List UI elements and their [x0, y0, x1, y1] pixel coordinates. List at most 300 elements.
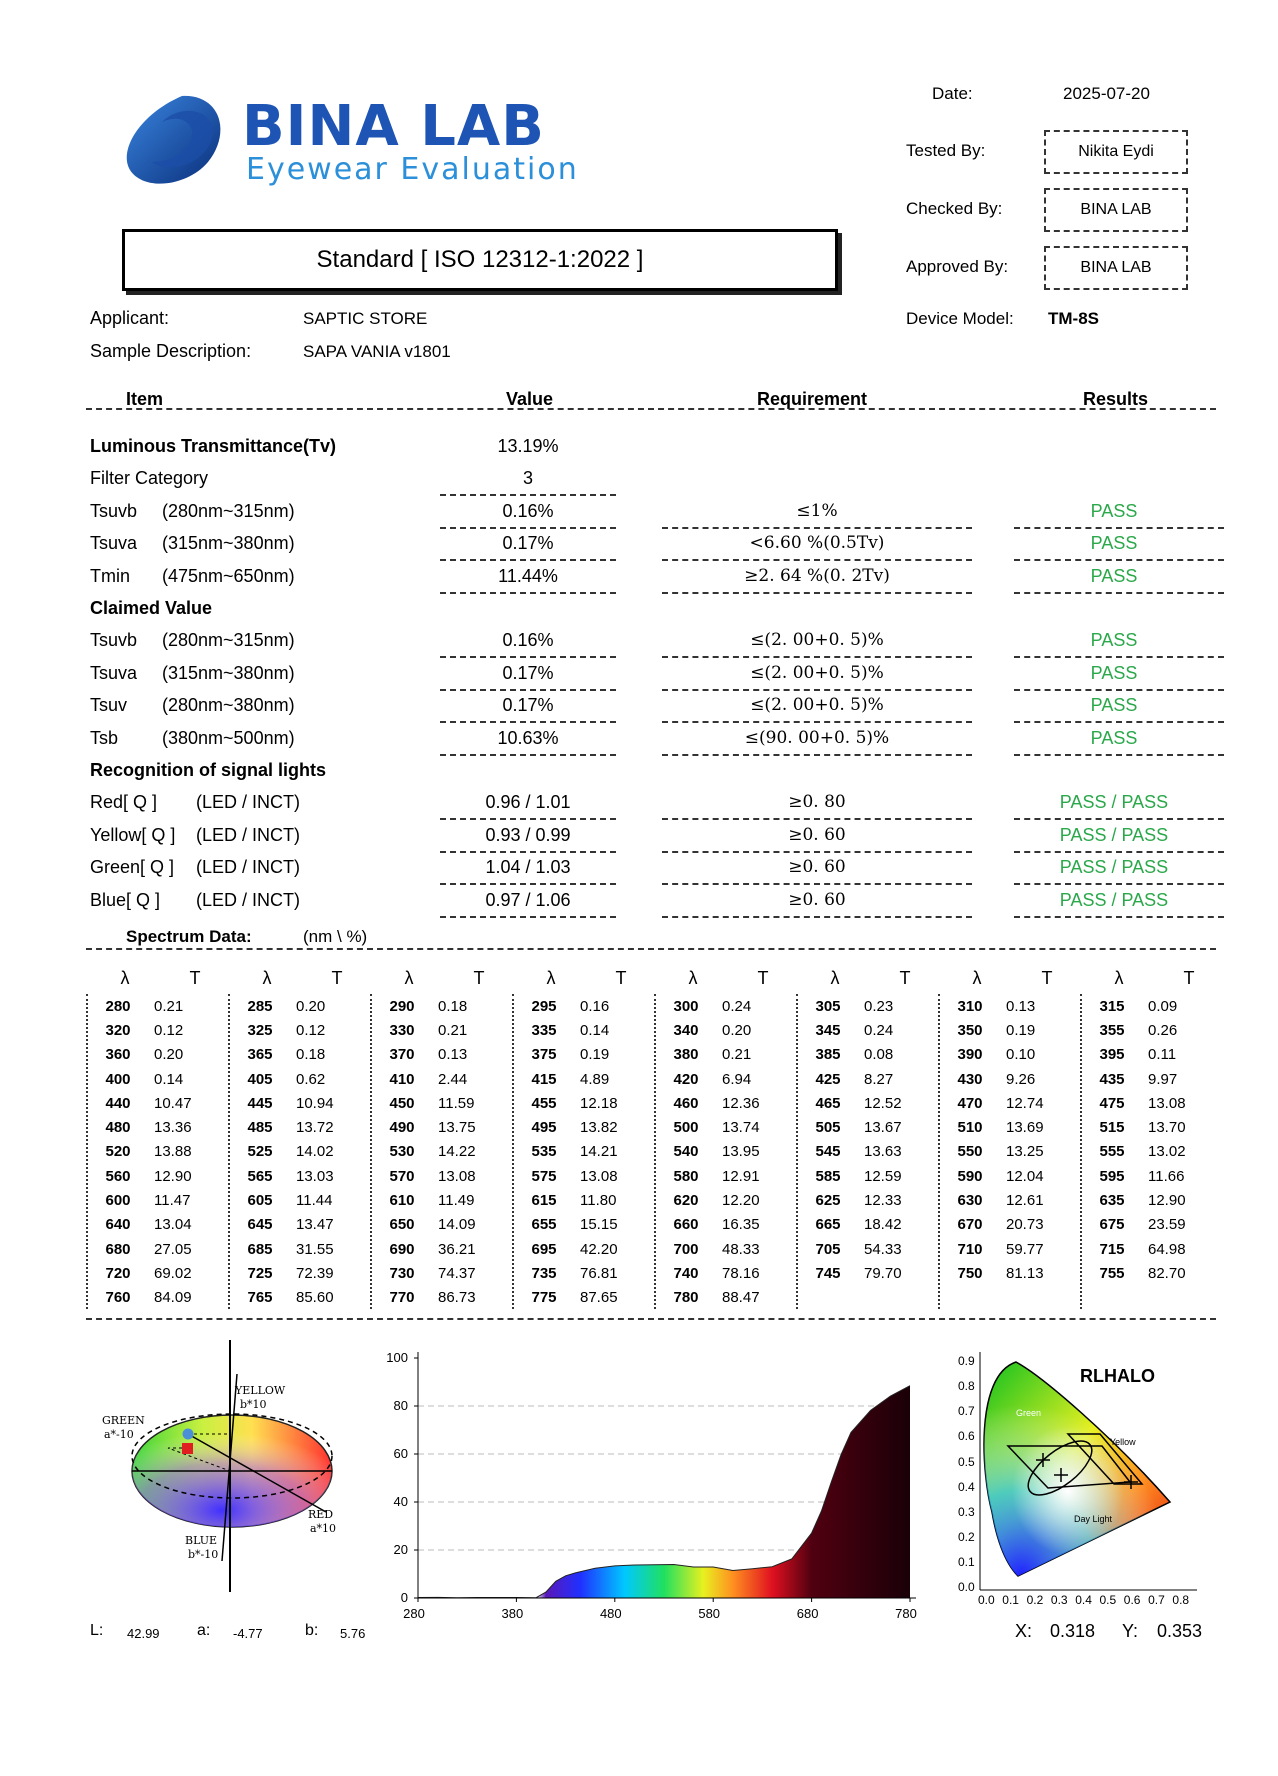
wavelength: 675 [1099, 1216, 1125, 1234]
lambda-header: λ [688, 968, 698, 988]
spectrum-row [800, 1091, 940, 1115]
brand-tagline: Eyewear Evaluation [246, 152, 579, 187]
spectrum-row [374, 1140, 514, 1164]
t-header: T [757, 968, 769, 988]
row-item: Filter Category [90, 468, 209, 489]
transmittance: 0.62 [296, 1070, 326, 1088]
transmittance: 54.33 [864, 1240, 902, 1258]
cie-chromaticity-diagram [952, 1336, 1202, 1596]
date-label: Date: [932, 84, 973, 103]
row-range: (LED / INCT) [196, 889, 301, 910]
spectrum-row [516, 1164, 656, 1188]
row-requirement: ≥0. 60 [788, 857, 846, 878]
spectrum-row [90, 1261, 230, 1285]
spectrum-row [232, 1261, 372, 1285]
transmittance: 0.14 [580, 1021, 610, 1039]
wavelength: 745 [815, 1264, 841, 1282]
row-item: Red[ Q ] [90, 792, 158, 813]
applicant-label: Applicant: [90, 308, 170, 328]
spectrum-row [90, 1067, 230, 1091]
requirement-divider [662, 754, 972, 756]
transmittance: 0.23 [864, 997, 894, 1015]
wavelength: 600 [105, 1192, 131, 1210]
cie-y-tick-label: 0.8 [958, 1379, 975, 1394]
spectrum-row [1084, 1188, 1224, 1212]
cie-x-tick-label: 0.4 [1075, 1593, 1092, 1607]
wavelength: 395 [1099, 1046, 1125, 1064]
wavelength: 575 [531, 1167, 557, 1185]
wavelength: 560 [105, 1167, 131, 1185]
value-divider [440, 689, 616, 691]
spectrum-row [800, 1261, 940, 1285]
result-divider [1014, 721, 1224, 723]
spectrum-row [90, 1188, 230, 1212]
spectrum-row [90, 1213, 230, 1237]
wavelength: 300 [673, 997, 699, 1015]
row-item: Claimed Value [90, 598, 213, 618]
spectrum-row [232, 1188, 372, 1212]
wavelength: 670 [957, 1216, 983, 1234]
spectrum-row [90, 1115, 230, 1139]
spectrum-row [516, 1091, 656, 1115]
applicant-value: SAPTIC STORE [303, 309, 428, 328]
row-requirement: ≤(2. 00+0. 5)% [750, 695, 884, 716]
spectrum-row [658, 1164, 798, 1188]
transmittance: 27.05 [154, 1240, 192, 1258]
transmittance: 6.94 [722, 1070, 752, 1088]
transmittance: 0.12 [296, 1021, 326, 1039]
transmittance: 0.12 [154, 1021, 184, 1039]
transmittance: 2.44 [438, 1070, 468, 1088]
transmittance: 0.21 [154, 997, 184, 1015]
row-range: (315nm~380nm) [162, 533, 295, 554]
column-separator [796, 994, 798, 1309]
value-divider [440, 754, 616, 756]
wavelength: 525 [247, 1143, 273, 1161]
value-divider [440, 559, 616, 561]
cie-y-tick-label: 0.5 [958, 1454, 975, 1469]
wavelength: 520 [105, 1143, 131, 1161]
lambda-header: λ [546, 968, 556, 988]
transmittance: 14.09 [438, 1216, 476, 1234]
transmittance: 31.55 [296, 1240, 334, 1258]
row-result: PASS [1090, 662, 1138, 683]
row-result: PASS [1090, 695, 1138, 716]
cie-title: RLHALO [1080, 1366, 1155, 1386]
transmittance: 0.13 [438, 1046, 468, 1064]
transmittance: 0.11 [1148, 1046, 1177, 1064]
standard-box [122, 229, 838, 291]
spectrum-row [800, 1115, 940, 1139]
spectrum-row [658, 1140, 798, 1164]
spectrum-row [800, 1213, 940, 1237]
wavelength: 340 [673, 1021, 699, 1039]
cie-y-tick-label: 0.6 [958, 1429, 975, 1444]
transmittance: 0.24 [722, 997, 752, 1015]
wavelength: 705 [815, 1240, 841, 1258]
wavelength: 610 [389, 1192, 415, 1210]
transmittance: 13.08 [580, 1167, 618, 1185]
transmittance: 13.75 [438, 1119, 476, 1137]
spectrum-column [942, 968, 1082, 1286]
wavelength: 415 [531, 1070, 557, 1088]
spectrum-row [800, 1018, 940, 1042]
row-range: (475nm~650nm) [162, 565, 295, 586]
spectrum-row [658, 1018, 798, 1042]
transmittance: 12.91 [722, 1167, 760, 1185]
spectrum-row [658, 1188, 798, 1212]
wavelength: 365 [247, 1046, 273, 1064]
requirement-divider [662, 527, 972, 529]
transmittance: 0.16 [580, 997, 610, 1015]
transmittance: 9.26 [1006, 1070, 1036, 1088]
transmittance: 0.09 [1148, 997, 1178, 1015]
column-separator [512, 994, 514, 1309]
wavelength: 430 [957, 1070, 983, 1088]
spectrum-row [232, 994, 372, 1018]
wavelength: 605 [247, 1192, 273, 1210]
row-requirement: ≥0. 60 [788, 824, 846, 845]
spectrum-row [942, 994, 1082, 1018]
transmittance: 69.02 [154, 1264, 192, 1282]
transmittance: 42.20 [580, 1240, 618, 1258]
x-tick-label: 480 [599, 1606, 622, 1621]
row-item: Tsb [90, 727, 119, 748]
lab-L-label: L: [90, 1622, 104, 1639]
result-divider [1014, 527, 1224, 529]
transmittance: 0.19 [580, 1046, 610, 1064]
transmittance: 85.60 [296, 1289, 334, 1307]
spectrum-row [232, 1091, 372, 1115]
brand-name: BINA LAB [242, 94, 545, 159]
row-item: Green[ Q ] [90, 857, 175, 878]
transmittance: 11.44 [296, 1192, 333, 1210]
transmittance: 11.47 [154, 1192, 191, 1210]
device-value: TM-8S [1048, 309, 1099, 328]
spectrum-row [800, 1140, 940, 1164]
wavelength: 305 [815, 997, 841, 1015]
value-divider [440, 916, 616, 918]
spectrum-row [90, 1237, 230, 1261]
value-divider [440, 527, 616, 529]
result-divider [1014, 818, 1224, 820]
spectrum-row [232, 1237, 372, 1261]
row-item: Luminous Transmittance(Tv) [90, 436, 337, 456]
x-tick-label: 580 [698, 1606, 721, 1621]
row-item: Yellow[ Q ] [90, 824, 176, 845]
t-header: T [1183, 968, 1195, 988]
spectrum-row [516, 1261, 656, 1285]
wavelength: 485 [247, 1119, 273, 1137]
row-value: 0.97 / 1.06 [485, 889, 571, 910]
transmittance: 0.18 [296, 1046, 326, 1064]
lab-a-label: a: [197, 1622, 211, 1639]
spectrum-chart [376, 1346, 936, 1626]
row-value: 0.17% [502, 533, 554, 554]
row-value: 0.16% [502, 500, 554, 521]
wavelength: 320 [105, 1021, 131, 1039]
spectrum-row [232, 1213, 372, 1237]
wavelength: 515 [1099, 1119, 1125, 1137]
cie-y-value: 0.353 [1157, 1621, 1203, 1641]
wavelength: 285 [247, 997, 273, 1015]
wavelength: 570 [389, 1167, 415, 1185]
y-tick-label: 60 [393, 1446, 408, 1461]
wavelength: 310 [957, 997, 983, 1015]
requirement-divider [662, 689, 972, 691]
column-separator [938, 994, 940, 1309]
wavelength: 770 [389, 1289, 415, 1307]
wavelength: 375 [531, 1046, 557, 1064]
wavelength: 400 [105, 1070, 131, 1088]
row-result: PASS [1090, 630, 1138, 651]
transmittance: 0.13 [1006, 997, 1036, 1015]
transmittance: 0.21 [438, 1021, 468, 1039]
wavelength: 490 [389, 1119, 415, 1137]
wavelength: 330 [389, 1021, 415, 1039]
spectrum-row [658, 1261, 798, 1285]
t-header: T [473, 968, 485, 988]
wavelength: 325 [247, 1021, 273, 1039]
spectrum-row [658, 994, 798, 1018]
spectrum-row [1084, 1043, 1224, 1067]
transmittance: 79.70 [864, 1264, 902, 1282]
y-tick-label: 0 [400, 1590, 408, 1605]
wavelength: 410 [389, 1070, 415, 1088]
row-result: PASS [1090, 500, 1138, 521]
spectrum-row [800, 1043, 940, 1067]
transmittance: 84.09 [154, 1289, 192, 1307]
wavelength: 710 [957, 1240, 983, 1258]
spectrum-column [800, 968, 940, 1286]
wavelength: 360 [105, 1046, 131, 1064]
transmittance: 12.36 [722, 1094, 760, 1112]
transmittance: 11.80 [580, 1192, 617, 1210]
requirement-divider [662, 721, 972, 723]
transmittance: 13.03 [296, 1167, 334, 1185]
spectrum-row [516, 1188, 656, 1212]
cie-x-tick-label: 0.8 [1172, 1593, 1190, 1607]
spectrum-row [374, 1237, 514, 1261]
spectrum-column [516, 968, 656, 1310]
spectrum-title: Spectrum Data: [126, 927, 252, 946]
transmittance: 12.20 [722, 1192, 760, 1210]
wavelength: 645 [247, 1216, 273, 1234]
lab-red-label: RED [308, 1508, 334, 1521]
spectrum-row [942, 1237, 1082, 1261]
wavelength: 510 [957, 1119, 983, 1137]
wavelength: 580 [673, 1167, 699, 1185]
spectrum-row [1084, 1237, 1224, 1261]
wavelength: 690 [389, 1240, 415, 1258]
transmittance: 13.08 [438, 1167, 476, 1185]
row-item: Tsuv [90, 695, 128, 716]
cie-daylight-label: Day Light [1074, 1514, 1113, 1524]
result-divider [1014, 689, 1224, 691]
row-range: (280nm~315nm) [162, 500, 295, 521]
t-header: T [331, 968, 343, 988]
x-tick-label: 280 [403, 1606, 425, 1621]
row-requirement: ≤(2. 00+0. 5)% [750, 630, 884, 651]
transmittance: 10.47 [154, 1094, 192, 1112]
spectrum-row [658, 1091, 798, 1115]
checked-label: Checked By: [906, 199, 1003, 218]
wavelength: 450 [389, 1094, 415, 1112]
wavelength: 630 [957, 1192, 983, 1210]
spectrum-row [942, 1067, 1082, 1091]
lab-color-diagram [96, 1336, 356, 1594]
tested-field [1044, 130, 1188, 174]
row-value: 13.19% [497, 436, 559, 456]
spectrum-row [1084, 1140, 1224, 1164]
wavelength: 535 [531, 1143, 557, 1161]
lab-green-label: GREEN [102, 1414, 145, 1427]
wavelength: 740 [673, 1264, 699, 1282]
transmittance: 12.04 [1006, 1167, 1044, 1185]
spectrum-row [516, 1213, 656, 1237]
lab-b-label: b: [305, 1622, 319, 1639]
row-range: (LED / INCT) [196, 792, 301, 813]
header-divider [86, 408, 1216, 410]
wavelength: 370 [389, 1046, 415, 1064]
value-divider [440, 656, 616, 658]
spectrum-area [418, 1386, 910, 1598]
cie-x-value: 0.318 [1050, 1621, 1096, 1641]
wavelength: 445 [247, 1094, 273, 1112]
wavelength: 540 [673, 1143, 699, 1161]
row-requirement: ≥2. 64 %(0. 2Tv) [744, 565, 890, 586]
spectrum-row [232, 1043, 372, 1067]
device-label: Device Model: [906, 309, 1014, 328]
row-requirement: ≥0. 60 [788, 889, 846, 910]
wavelength: 635 [1099, 1192, 1125, 1210]
spectrum-row [942, 1213, 1082, 1237]
row-result: PASS / PASS [1059, 792, 1169, 813]
spectrum-row [232, 1140, 372, 1164]
lab-red-axis: a*10 [310, 1522, 337, 1535]
tested-value: Nikita Eydi [1078, 143, 1154, 160]
wavelength: 460 [673, 1094, 699, 1112]
lab-blue-label: BLUE [185, 1534, 218, 1547]
result-divider [1014, 883, 1224, 885]
wavelength: 715 [1099, 1240, 1125, 1258]
sample-value: SAPA VANIA v1801 [303, 342, 451, 361]
row-item: Recognition of signal lights [90, 760, 326, 780]
checked-field [1044, 188, 1188, 232]
spectrum-row [800, 1237, 940, 1261]
transmittance: 0.24 [864, 1021, 894, 1039]
row-range: (280nm~315nm) [162, 630, 295, 651]
spectrum-row [516, 1140, 656, 1164]
transmittance: 13.47 [296, 1216, 334, 1234]
spectrum-row [1084, 1018, 1224, 1042]
wavelength: 555 [1099, 1143, 1125, 1161]
spectrum-row [232, 1067, 372, 1091]
t-header: T [189, 968, 201, 988]
spectrum-row [942, 1140, 1082, 1164]
lab-yellow-label: YELLOW [235, 1384, 286, 1397]
standard-label: Standard [ ISO 12312-1:2022 ] [316, 246, 644, 273]
wavelength: 585 [815, 1167, 841, 1185]
cie-y-tick-label: 0.4 [958, 1479, 975, 1494]
transmittance: 13.72 [296, 1119, 334, 1137]
wavelength: 350 [957, 1021, 983, 1039]
cie-x-tick-label: 0.6 [1123, 1593, 1141, 1607]
spectrum-row [374, 1115, 514, 1139]
wavelength: 545 [815, 1143, 841, 1161]
approved-label: Approved By: [906, 257, 1009, 276]
wavelength: 455 [531, 1094, 557, 1112]
header-requirement: Requirement [757, 389, 868, 409]
spectrum-column [658, 968, 798, 1310]
requirement-divider [662, 656, 972, 658]
spectrum-row [942, 1091, 1082, 1115]
cie-y-tick-label: 0.0 [958, 1580, 975, 1594]
wavelength: 390 [957, 1046, 983, 1064]
header-value: Value [506, 389, 554, 409]
wavelength: 465 [815, 1094, 841, 1112]
spectrum-unit: (nm \ %) [303, 927, 368, 946]
row-requirement: <6.60 %(0.5Tv) [749, 533, 885, 554]
transmittance: 13.88 [154, 1143, 192, 1161]
requirement-divider [662, 851, 972, 853]
transmittance: 13.04 [154, 1216, 192, 1234]
transmittance: 0.20 [154, 1046, 184, 1064]
transmittance: 12.90 [1148, 1192, 1186, 1210]
cie-x-tick-label: 0.2 [1026, 1593, 1044, 1607]
row-result: PASS / PASS [1059, 889, 1169, 910]
spectrum-row [374, 1043, 514, 1067]
transmittance: 59.77 [1006, 1240, 1044, 1258]
spectrum-row [1084, 1164, 1224, 1188]
wavelength: 345 [815, 1021, 841, 1039]
row-value: 0.93 / 0.99 [485, 824, 571, 845]
spectrum-row [658, 1213, 798, 1237]
wavelength: 620 [673, 1192, 699, 1210]
row-item: Blue[ Q ] [90, 889, 161, 910]
wavelength: 480 [105, 1119, 131, 1137]
transmittance: 86.73 [438, 1289, 476, 1307]
wavelength: 380 [673, 1046, 699, 1064]
wavelength: 735 [531, 1264, 557, 1282]
spectrum-row [90, 1164, 230, 1188]
wavelength: 335 [531, 1021, 557, 1039]
transmittance: 13.74 [722, 1119, 760, 1137]
row-requirement: ≥0. 80 [788, 792, 846, 813]
row-result: PASS / PASS [1059, 857, 1169, 878]
transmittance: 4.89 [580, 1070, 610, 1088]
lambda-header: λ [972, 968, 982, 988]
wavelength: 640 [105, 1216, 131, 1234]
spectrum-column [1084, 968, 1224, 1286]
spectrum-row [374, 1213, 514, 1237]
lambda-header: λ [830, 968, 840, 988]
wavelength: 315 [1099, 997, 1125, 1015]
wavelength: 435 [1099, 1070, 1125, 1088]
wavelength: 595 [1099, 1167, 1125, 1185]
transmittance: 12.52 [864, 1094, 902, 1112]
requirement-divider [662, 916, 972, 918]
row-result: PASS / PASS [1059, 824, 1169, 845]
spectrum-column [232, 968, 372, 1310]
transmittance: 13.02 [1148, 1143, 1186, 1161]
row-requirement: ≤(2. 00+0. 5)% [750, 662, 884, 683]
row-range: (280nm~380nm) [162, 695, 295, 716]
approved-value: BINA LAB [1080, 259, 1152, 276]
spectrum-divider [86, 948, 1216, 950]
transmittance: 15.15 [580, 1216, 618, 1234]
row-item: Tmin [90, 565, 130, 586]
